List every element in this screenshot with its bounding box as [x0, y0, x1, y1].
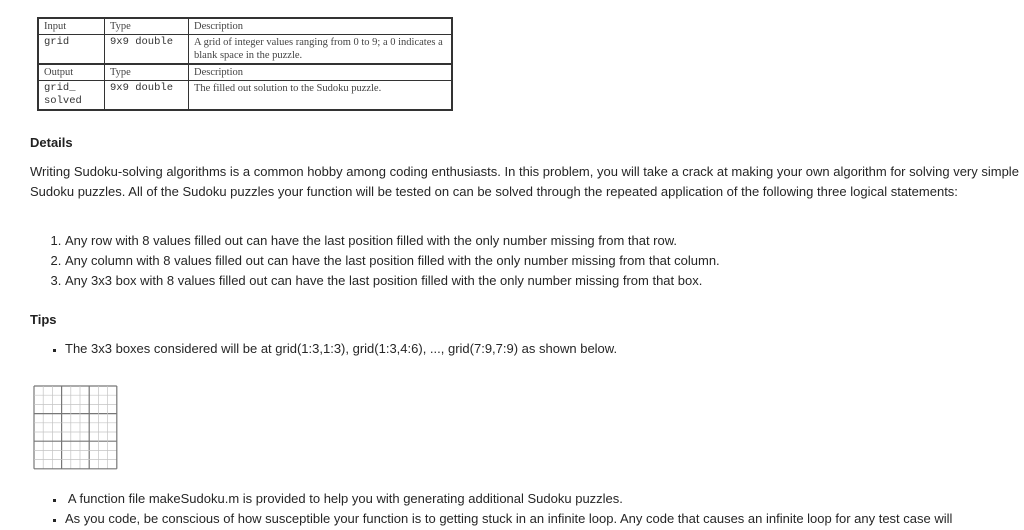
input-description: A grid of integer values ranging from 0 to 9; a 0 indicates a blank space in the puzzle.: [189, 35, 453, 65]
list-item: ▪ As you code, be conscious of how susceptible your function is to getting stuck in an infinite loop. Any code that causes an infinite loop for any test case will: [65, 509, 1024, 529]
io-table: [37, 17, 453, 111]
list-item: 1. Any row with 8 values filled out can have the last position filled with the only number missing from that row.: [65, 231, 720, 251]
output-header: Output: [38, 64, 105, 81]
table-row: [38, 18, 452, 35]
details-heading: Details: [30, 135, 73, 150]
list-item: 2. Any column with 8 values filled out can have the last position filled with the only number missing from that column.: [65, 251, 720, 271]
input-type: 9x9 double: [105, 35, 189, 65]
output-name: grid_ solved: [38, 81, 105, 111]
more-tips-list: [44, 489, 1024, 529]
input-header: Input: [38, 18, 105, 35]
input-name: grid: [38, 35, 105, 65]
output-type: 9x9 double: [105, 81, 189, 111]
output-description: The filled out solution to the Sudoku puzzle.: [189, 81, 453, 111]
table-row: [38, 81, 452, 111]
tips-list: [44, 339, 1024, 359]
type-header: Type: [105, 18, 189, 35]
description-header: Description: [189, 64, 453, 81]
details-paragraph: Writing Sudoku-solving algorithms is a common hobby among coding enthusiasts. In this problem, you will take a crack at making your own algorithm for solving very simple Sudoku puzzles. All of the Sudoku puzzles your function will be tested on can be solved through the repeated application of the following three logical statements:: [30, 164, 1019, 199]
list-item: ▪ The 3x3 boxes considered will be at grid(1:3,1:3), grid(1:3,4:6), ..., grid(7:9,7:9) as shown below.: [65, 339, 1024, 359]
table-row: [38, 35, 452, 65]
rules-list: [44, 231, 720, 291]
tips-heading: Tips: [30, 312, 57, 327]
list-item: 3. Any 3x3 box with 8 values filled out can have the last position filled with the only number missing from that box.: [65, 271, 720, 291]
table-row: [38, 64, 452, 81]
list-item: ▪ A function file makeSudoku.m is provided to help you with generating additional Sudoku puzzles.: [65, 489, 1024, 509]
sudoku-box-grid-figure: [33, 385, 119, 471]
description-header: Description: [189, 18, 453, 35]
type-header: Type: [105, 64, 189, 81]
